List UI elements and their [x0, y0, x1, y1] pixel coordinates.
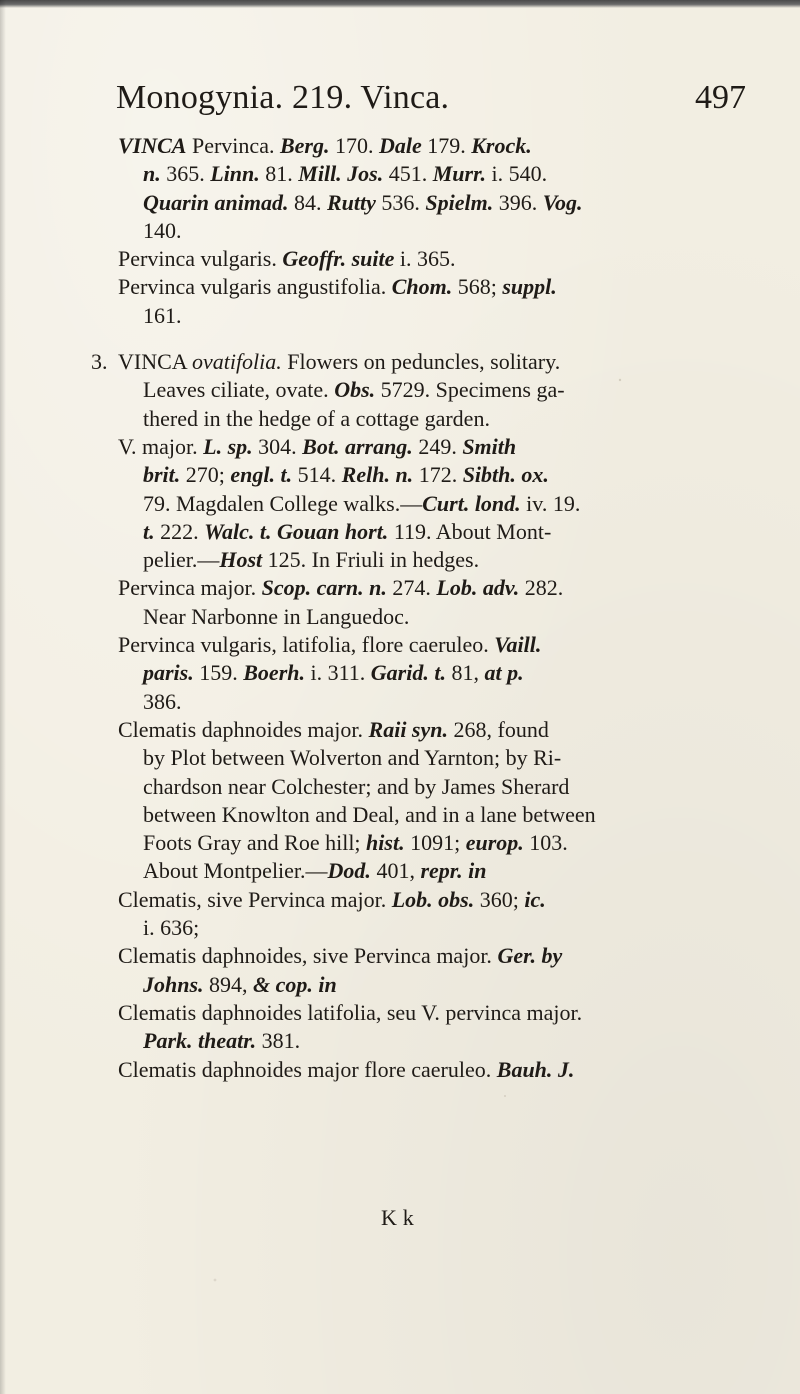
entry-first-line	[0, 273, 800, 301]
page-number: 497	[695, 79, 746, 116]
text-run: Pervinca.	[186, 133, 280, 158]
citation-abbrev: Johns.	[143, 971, 204, 997]
text-run: 386.	[143, 688, 182, 714]
entry-continuation-line	[0, 302, 800, 330]
text-run: Clematis daphnoides major flore caeruleo.	[118, 1056, 497, 1082]
text-run: iv. 19.	[520, 490, 581, 516]
citation-abbrev: Dale	[378, 133, 422, 158]
text-run: 81,	[445, 660, 485, 686]
citation-abbrev: Dod.	[327, 858, 371, 884]
citation-abbrev: Sibth. ox.	[462, 462, 549, 488]
text-run: Pervinca vulgaris.	[118, 246, 283, 272]
text-run: 536.	[375, 189, 426, 215]
page-header	[116, 74, 746, 122]
entry-continuation-line	[0, 971, 800, 999]
running-head-title: Monogynia.	[116, 79, 284, 116]
text-run: Flowers on peduncles, solitary.	[281, 349, 561, 375]
running-head	[116, 74, 449, 122]
citation-abbrev: ovatifolia.	[191, 349, 282, 375]
entry-continuation-line	[0, 659, 800, 687]
text-run: 119. About Mont-	[388, 518, 552, 544]
entry-continuation-line	[0, 518, 800, 546]
entry-continuation-line	[0, 160, 800, 188]
synonym-entry	[0, 716, 800, 886]
paper-speck	[214, 1279, 217, 1282]
text-run: 159.	[193, 660, 244, 686]
text-run: 360;	[474, 886, 525, 912]
text-run: 401,	[370, 858, 421, 884]
text-run: 1091;	[404, 830, 466, 856]
section-number: 219.	[291, 79, 353, 116]
entry-first-line	[0, 348, 800, 376]
text-run: 568;	[452, 274, 503, 300]
text-run: Near Narbonne in Languedoc.	[143, 603, 410, 629]
entry-continuation-line	[0, 376, 800, 404]
paper-speck	[504, 1095, 506, 1097]
main-text	[0, 132, 800, 1084]
synonym-entry	[0, 886, 800, 943]
citation-abbrev: europ.	[465, 830, 524, 856]
text-run: 270;	[180, 462, 231, 488]
text-run: About Montpelier.—	[143, 858, 328, 884]
text-run: Pervinca vulgaris angustifolia.	[118, 274, 392, 300]
citation-abbrev: Spielm.	[425, 189, 494, 215]
citation-abbrev: Vog.	[542, 189, 583, 215]
citation-abbrev: n.	[143, 161, 161, 187]
citation-abbrev: Berg.	[279, 133, 330, 158]
text-run: i. 540.	[485, 161, 548, 187]
synonym-entry	[0, 1056, 800, 1084]
text-run: between Knowlton and Deal, and in a lane between	[143, 801, 596, 827]
text-run: Clematis daphnoides latifolia, seu V. pervinca major.	[118, 999, 583, 1025]
synonym-entry	[0, 273, 800, 330]
citation-abbrev: Murr.	[432, 161, 486, 187]
entry-continuation-line	[0, 461, 800, 489]
text-run: 451.	[383, 161, 433, 187]
text-run: Foots Gray and Roe hill;	[143, 830, 367, 856]
citation-abbrev: Chom.	[391, 274, 453, 300]
citation-abbrev: brit.	[143, 462, 181, 488]
citation-abbrev: Linn.	[210, 161, 260, 187]
citation-abbrev: Rutty	[327, 189, 376, 215]
entry-continuation-line	[0, 801, 800, 829]
entry-continuation-line	[0, 857, 800, 885]
text-run: pelier.—	[143, 547, 220, 573]
entry-continuation-line	[0, 189, 800, 217]
synonym-entry	[0, 245, 800, 273]
citation-abbrev: Park. theatr.	[143, 1028, 257, 1054]
entry-continuation-line	[0, 405, 800, 433]
entry-first-line	[0, 716, 800, 744]
citation-abbrev: t.	[143, 518, 155, 544]
text-run: by Plot between Wolverton and Yarnton; by Ri-	[143, 745, 562, 771]
text-run: 125. In Friuli in hedges.	[262, 547, 480, 573]
entry-first-line	[0, 1056, 800, 1084]
entry-first-line	[0, 886, 800, 914]
signature-mark: K k	[381, 1205, 414, 1230]
citation-abbrev: VINCA	[118, 133, 187, 158]
entry-continuation-line	[0, 217, 800, 245]
citation-abbrev: Scop. carn. n.	[261, 575, 387, 601]
citation-abbrev: Lob. obs.	[391, 886, 475, 912]
citation-abbrev: & cop. in	[253, 971, 337, 997]
text-run: 170.	[329, 133, 379, 158]
text-run: 79. Magdalen College walks.—	[143, 490, 423, 516]
synonym-entry	[0, 942, 800, 999]
synonym-entry	[0, 348, 800, 433]
entry-continuation-line	[0, 773, 800, 801]
text-run: 222.	[154, 518, 205, 544]
synonym-entry	[0, 999, 800, 1056]
text-run: 103.	[523, 830, 568, 856]
text-run: chardson near Colchester; and by James Sherard	[143, 773, 570, 799]
text-run: 84.	[288, 189, 327, 215]
entry-continuation-line	[0, 688, 800, 716]
synonym-entry	[0, 433, 800, 574]
citation-abbrev: repr. in	[420, 858, 487, 884]
citation-abbrev: Ger. by	[497, 943, 563, 969]
citation-abbrev: Krock.	[471, 133, 532, 158]
entry-continuation-line	[0, 603, 800, 631]
citation-abbrev: Bauh. J.	[496, 1056, 575, 1082]
citation-abbrev: ic.	[524, 886, 546, 912]
citation-abbrev: Curt. lond.	[422, 490, 521, 516]
genus-name: Vinca.	[360, 79, 450, 116]
citation-abbrev: Mill. Jos.	[298, 161, 384, 187]
text-run: 161.	[143, 302, 182, 328]
text-run: 381.	[256, 1028, 301, 1054]
text-run: Pervinca major.	[118, 575, 262, 601]
citation-abbrev: Walc. t. Gouan hort.	[204, 518, 389, 544]
text-run: 365.	[160, 161, 211, 187]
entry-continuation-line	[0, 914, 800, 942]
citation-abbrev: Bot. arrang.	[302, 433, 413, 459]
text-run: 304.	[252, 433, 303, 459]
citation-abbrev: Lob. adv.	[436, 575, 520, 601]
paragraph-spacer	[0, 330, 800, 348]
text-run: 140.	[143, 217, 182, 243]
text-run: thered in the hedge of a cottage garden.	[143, 405, 490, 431]
entry-first-line	[0, 574, 800, 602]
synonym-entry	[0, 132, 800, 245]
entry-continuation-line	[0, 1027, 800, 1055]
entry-first-line	[0, 942, 800, 970]
text-run: 274.	[386, 575, 437, 601]
entry-first-line	[0, 245, 800, 273]
text-run: 5729. Specimens ga-	[375, 377, 565, 403]
citation-abbrev: Relh. n.	[341, 462, 414, 488]
text-run: 81.	[259, 161, 299, 187]
citation-abbrev: suppl.	[502, 274, 557, 300]
citation-abbrev: Raii syn.	[368, 716, 448, 742]
text-run: 894,	[203, 971, 254, 997]
citation-abbrev: Smith	[462, 433, 517, 459]
text-run: Leaves ciliate, ovate.	[143, 377, 335, 403]
entry-continuation-line	[0, 546, 800, 574]
synonym-entry	[0, 631, 800, 716]
text-run: 249.	[412, 433, 463, 459]
citation-abbrev: Geoffr. suite	[282, 246, 395, 272]
text-run: V. major.	[118, 433, 204, 459]
synonym-entry	[0, 574, 800, 631]
entry-continuation-line	[0, 490, 800, 518]
text-run: i. 311.	[305, 660, 371, 686]
citation-abbrev: Garid. t.	[370, 660, 446, 686]
text-run: VINCA	[118, 349, 192, 375]
citation-abbrev: Vaill.	[494, 632, 542, 658]
entry-continuation-line	[0, 744, 800, 772]
text-run: Clematis, sive Pervinca major.	[118, 886, 392, 912]
printer-signature	[381, 1204, 414, 1232]
citation-abbrev: Obs.	[334, 377, 376, 403]
citation-abbrev: at p.	[484, 660, 524, 686]
entry-first-line	[0, 631, 800, 659]
species-number: 3.	[91, 349, 108, 375]
text-run: 179.	[421, 133, 472, 158]
citation-abbrev: engl. t.	[230, 462, 293, 488]
entry-first-line	[0, 433, 800, 461]
text-run: 268, found	[448, 716, 549, 742]
entry-first-line	[0, 999, 800, 1027]
text-run: Pervinca vulgaris, latifolia, flore caeruleo.	[118, 632, 495, 658]
text-run: Clematis daphnoides major.	[118, 716, 369, 742]
entry-first-line	[0, 132, 800, 160]
page-top-edge	[0, 0, 800, 8]
text-run: 282.	[519, 575, 564, 601]
text-run: Clematis daphnoides, sive Pervinca major.	[118, 943, 498, 969]
text-run: 514.	[292, 462, 342, 488]
text-run: 172.	[413, 462, 463, 488]
text-run: 396.	[493, 189, 543, 215]
text-run: i. 636;	[143, 915, 200, 941]
text-run: i. 365.	[394, 246, 456, 272]
citation-abbrev: Boerh.	[243, 660, 305, 686]
citation-abbrev: L. sp.	[203, 433, 253, 459]
citation-abbrev: Host	[219, 547, 263, 573]
citation-abbrev: Quarin animad.	[143, 189, 289, 215]
citation-abbrev: paris.	[143, 660, 194, 686]
citation-abbrev: hist.	[366, 830, 405, 856]
entry-continuation-line	[0, 829, 800, 857]
